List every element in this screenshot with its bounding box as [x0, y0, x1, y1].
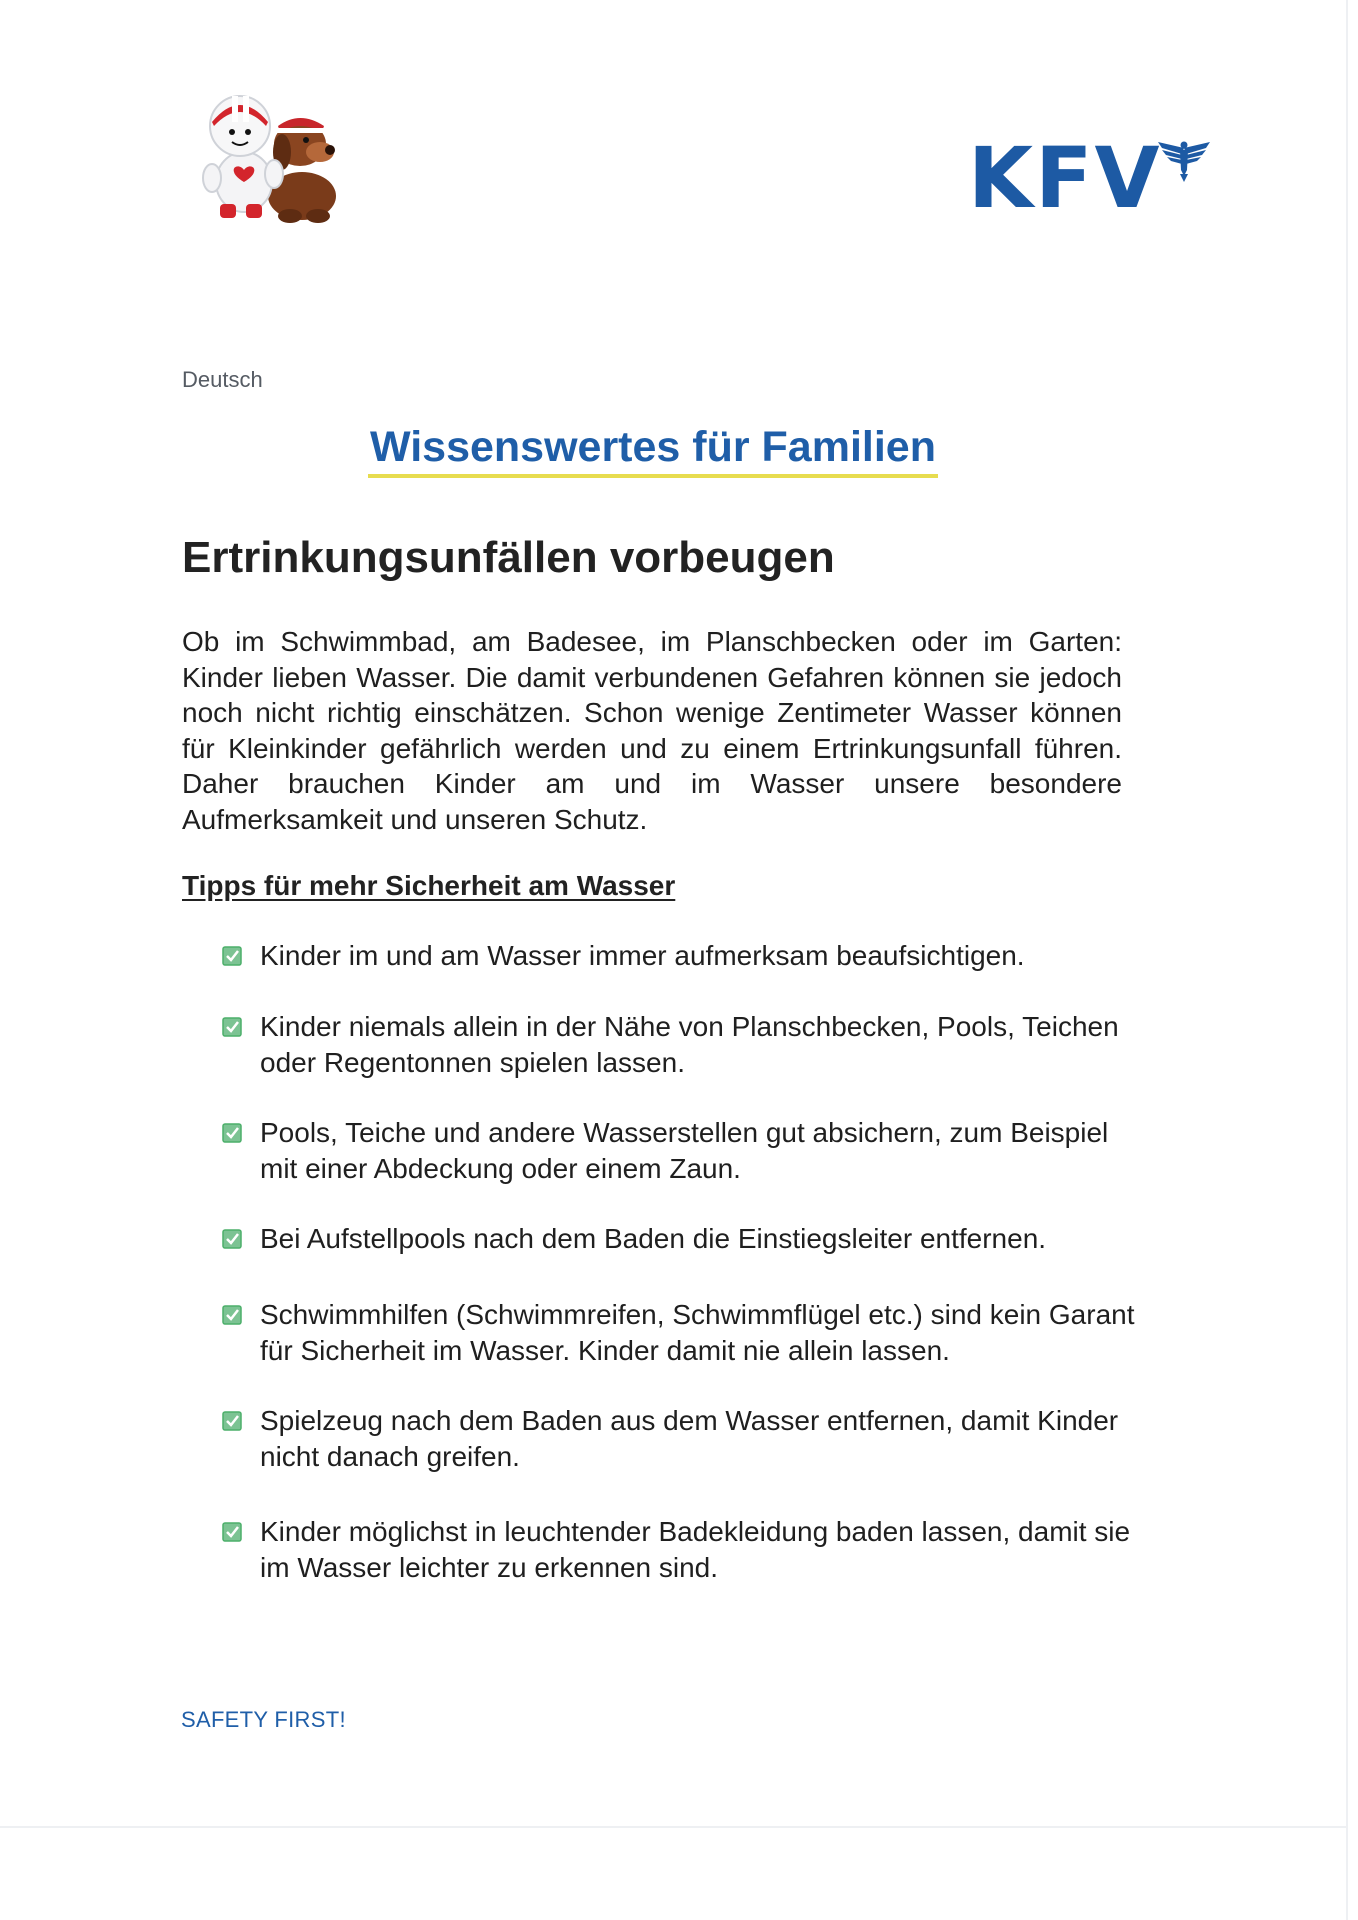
- tip-text: Schwimmhilfen (Schwimmreifen, Schwimmflügel etc.) sind kein Garant für Sicherheit im Wasser. Kinder damit nie allein lassen.: [260, 1299, 1135, 1366]
- tip-text: Kinder niemals allein in der Nähe von Planschbecken, Pools, Teichen oder Regentonnen spielen lassen.: [260, 1011, 1119, 1078]
- checkbox-icon: [222, 1123, 242, 1143]
- tip-text: Spielzeug nach dem Baden aus dem Wasser entfernen, damit Kinder nicht danach greifen.: [260, 1405, 1119, 1472]
- page-title: Wissenswertes für Familien: [368, 420, 938, 478]
- intro-paragraph: Ob im Schwimmbad, am Badesee, im Planschbecken oder im Garten: Kinder lieben Wasser. Die damit verbundenen Gefahren können sie jedoch noch nicht richtig einschätzen. Schon wenige Zentimeter Wasser können für Kleinkinder gefährlich werden und zu einem Ertrinkungsunfall führen. Daher brauchen Kinder am und im Wasser unsere besondere Aufmerksamkeit und unseren Schutz.: [182, 626, 1122, 835]
- tip-text: Kinder im und am Wasser immer aufmerksam beaufsichtigen.: [260, 940, 1025, 971]
- checkbox-icon: [222, 1229, 242, 1249]
- eagle-icon: [1156, 138, 1212, 184]
- checkbox-icon: [222, 1522, 242, 1542]
- kfv-logo-text: KFV: [968, 129, 1162, 227]
- checkbox-icon: [222, 946, 242, 966]
- checkbox-icon: [222, 1017, 242, 1037]
- kfv-logo: [968, 129, 1218, 227]
- checkbox-icon: [222, 1305, 242, 1325]
- checkbox-icon: [222, 1411, 242, 1431]
- tip-text: Pools, Teiche und andere Wasserstellen gut absichern, zum Beispiel mit einer Abdeckung oder einem Zaun.: [260, 1117, 1109, 1184]
- page-title-container: [0, 420, 1306, 478]
- mascots-illustration: [190, 86, 350, 226]
- tip-text: Kinder möglichst in leuchtender Badekleidung baden lassen, damit sie im Wasser leichter zu erkennen sind.: [260, 1516, 1131, 1583]
- section-heading: Ertrinkungsunfällen vorbeugen: [182, 533, 835, 582]
- footer-slogan: SAFETY FIRST!: [181, 1707, 346, 1732]
- tips-heading: Tipps für mehr Sicherheit am Wasser: [182, 870, 676, 901]
- language-label: Deutsch: [182, 367, 263, 392]
- page-edge-bottom: [0, 1826, 1346, 1828]
- page-edge-right: [1346, 0, 1348, 1920]
- tip-text: Bei Aufstellpools nach dem Baden die Einstiegsleiter entfernen.: [260, 1223, 1047, 1254]
